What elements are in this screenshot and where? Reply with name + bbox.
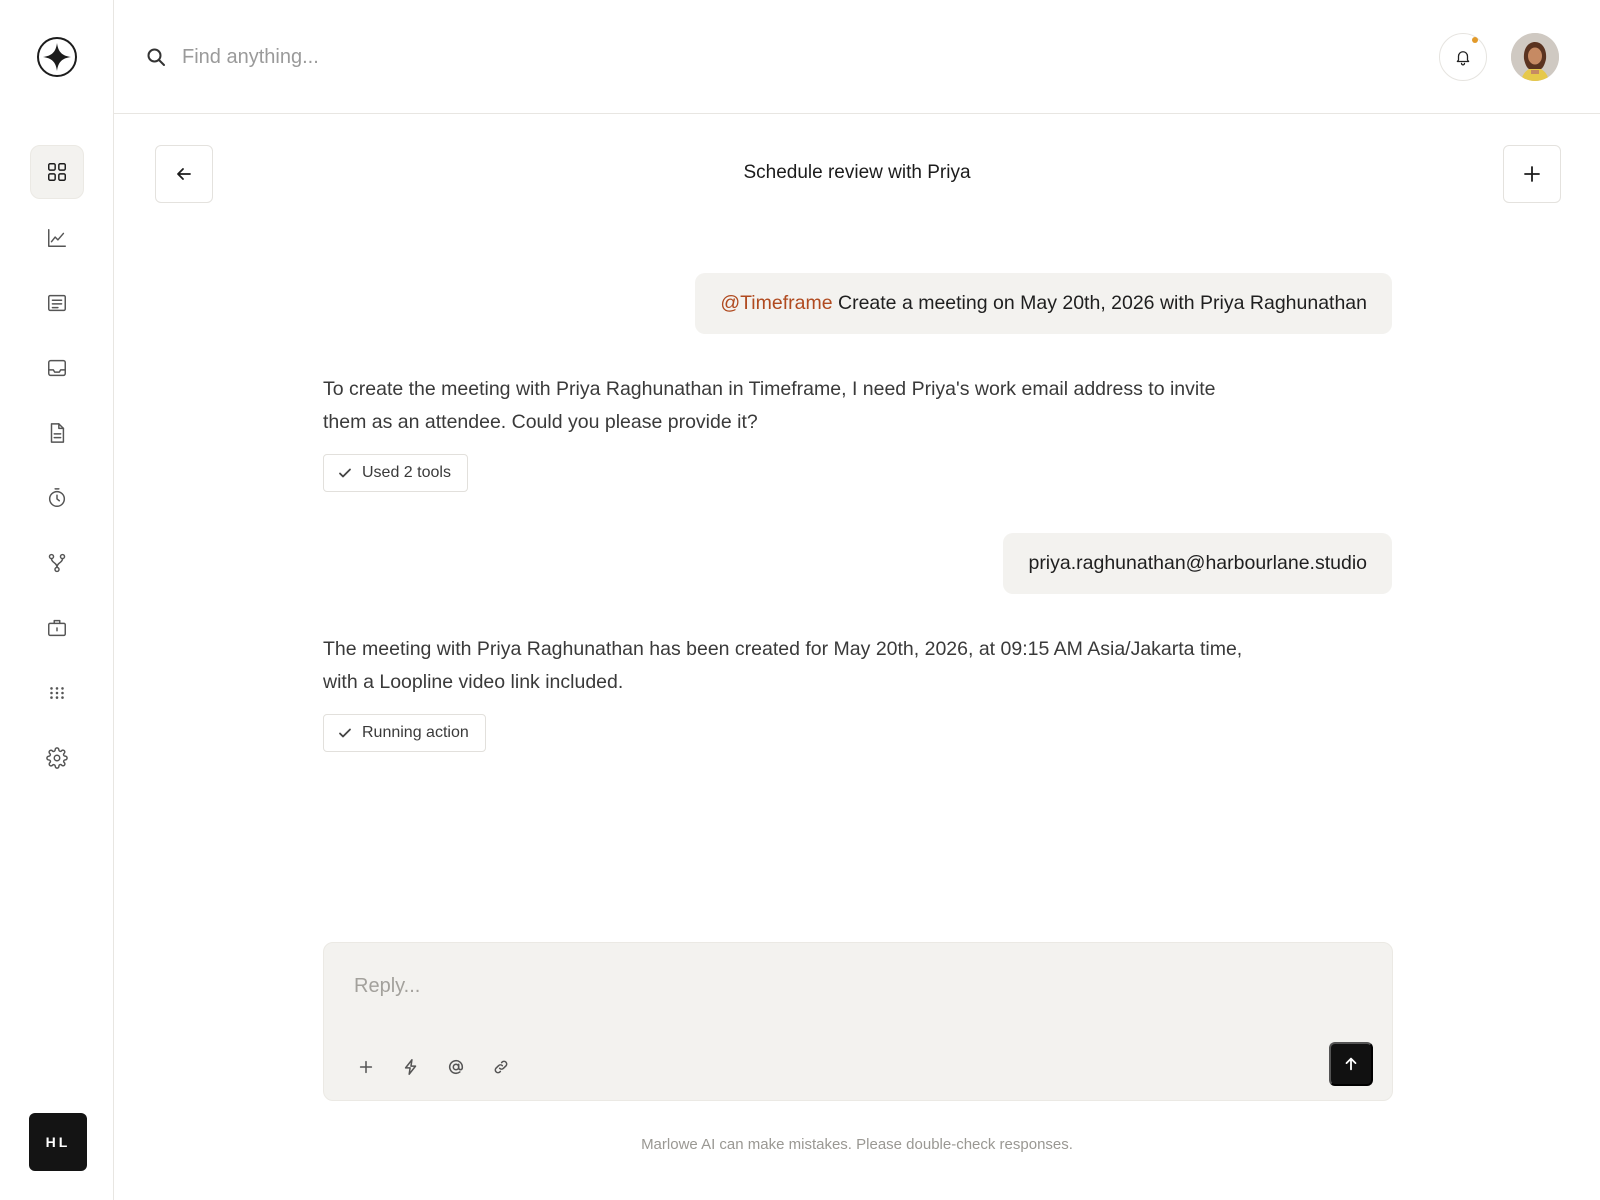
user-message: [695, 273, 1392, 334]
sidebar-item-workflows[interactable]: [30, 536, 84, 590]
new-chat-button[interactable]: [1503, 145, 1561, 203]
unread-indicator: [1472, 37, 1478, 43]
notes-icon: [46, 292, 68, 314]
avatar[interactable]: [1511, 33, 1559, 81]
sidebar-item-documents[interactable]: [30, 406, 84, 460]
sidebar-item-timer[interactable]: [30, 471, 84, 525]
gear-icon: [46, 747, 68, 769]
tools-used-label: Used 2 tools: [362, 464, 451, 481]
dashboard-icon: [46, 161, 68, 183]
reply-composer: [323, 942, 1393, 1101]
user-message: [1003, 533, 1392, 594]
plus-icon: [357, 1058, 375, 1076]
app-logo[interactable]: [37, 37, 77, 77]
user-message-text: Create a meeting on May 20th, 2026 with Priya Raghunathan: [832, 292, 1367, 314]
mention-button[interactable]: [444, 1055, 468, 1079]
sidebar-item-analytics[interactable]: [30, 211, 84, 265]
apps-grid-icon: [46, 682, 68, 704]
sidebar: [0, 0, 114, 1200]
inbox-icon: [46, 357, 68, 379]
sidebar-item-apps[interactable]: [30, 666, 84, 720]
chart-icon: [46, 227, 68, 249]
at-sign-icon: [447, 1058, 465, 1076]
sidebar-item-inbox[interactable]: [30, 341, 84, 395]
reply-input[interactable]: [354, 971, 1254, 1001]
assistant-message: To create the meeting with Priya Raghunathan in Timeframe, I need Priya's work email address to invite them as an attendee. Could you please provide it?: [323, 378, 1216, 433]
link-icon: [492, 1058, 510, 1076]
user-avatar-image: [1511, 33, 1559, 81]
sidebar-item-settings[interactable]: [30, 731, 84, 785]
sidebar-item-projects[interactable]: [30, 601, 84, 655]
briefcase-icon: [46, 617, 68, 639]
search-input[interactable]: [182, 40, 782, 74]
check-icon: [338, 466, 352, 480]
workflow-icon: [46, 552, 68, 574]
lightning-icon: [402, 1058, 420, 1076]
page-title: Schedule review with Priya: [743, 162, 971, 183]
user-message-text: priya.raghunathan@harbourlane.studio: [1028, 552, 1367, 574]
search-icon: [146, 47, 166, 67]
running-action-chip[interactable]: [323, 714, 486, 752]
attach-button[interactable]: [354, 1055, 378, 1079]
running-action-label: Running action: [362, 724, 469, 741]
sidebar-item-notes[interactable]: [30, 276, 84, 330]
assistant-message: The meeting with Priya Raghunathan has been created for May 20th, 2026, at 09:15 AM Asia/Jakarta time, with a Loopline video link included.: [323, 638, 1243, 693]
workspace-switcher[interactable]: HL: [29, 1113, 87, 1171]
disclaimer-text: Marlowe AI can make mistakes. Please double-check responses.: [641, 1136, 1073, 1153]
notifications-button[interactable]: [1439, 33, 1487, 81]
tools-used-chip[interactable]: [323, 454, 468, 492]
sidebar-item-dashboard[interactable]: [30, 145, 84, 199]
top-bar: [114, 0, 1600, 114]
arrow-up-icon: [1342, 1055, 1360, 1073]
link-button[interactable]: [489, 1055, 513, 1079]
bell-icon: [1454, 48, 1472, 66]
mention-tag[interactable]: @Timeframe: [720, 292, 833, 314]
document-icon: [46, 422, 68, 444]
send-button[interactable]: [1329, 1042, 1373, 1086]
actions-button[interactable]: [399, 1055, 423, 1079]
sparkle-logo-icon: [42, 42, 72, 72]
timer-icon: [46, 487, 68, 509]
check-icon: [338, 726, 352, 740]
plus-icon: [1522, 164, 1542, 184]
